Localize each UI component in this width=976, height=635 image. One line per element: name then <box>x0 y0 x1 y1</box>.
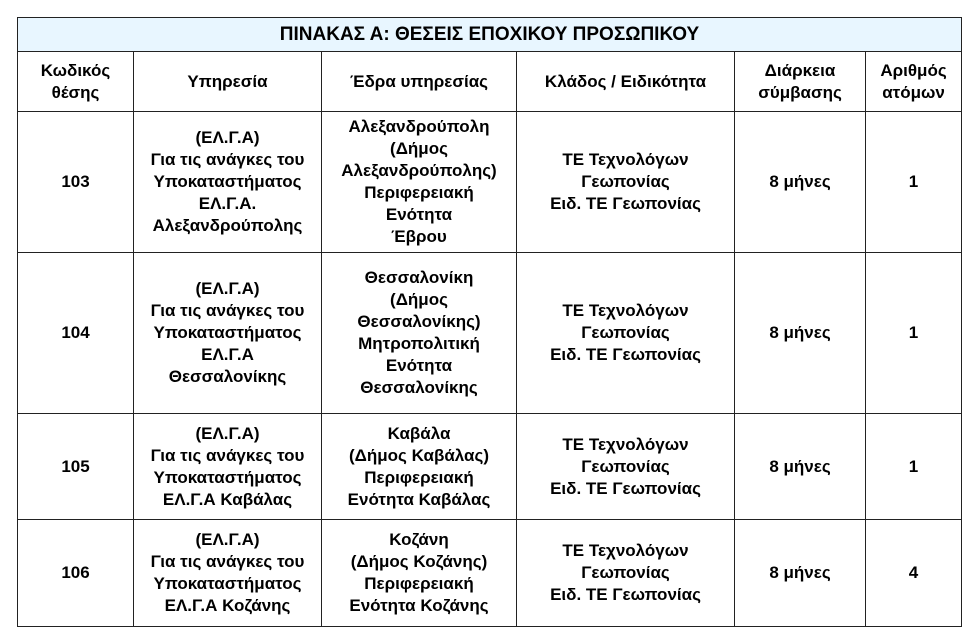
title-row <box>18 18 962 52</box>
cell-code: 105 <box>18 414 134 520</box>
cell-line: Κοζάνη <box>389 530 449 549</box>
header-service <box>134 52 322 112</box>
cell-line: Για τις ανάγκες του <box>150 150 305 169</box>
cell-service <box>134 253 322 414</box>
cell-line: Υποκαταστήματος <box>153 467 302 487</box>
cell-branch <box>517 112 735 253</box>
header-branch <box>517 52 735 112</box>
cell-line: Καβάλα <box>387 423 451 443</box>
table-row <box>18 414 962 520</box>
cell-line: (ΕΛ.Γ.Α) <box>195 128 260 147</box>
cell-code: 103 <box>18 112 134 253</box>
cell-line: ΤΕ Τεχνολόγων <box>562 150 689 169</box>
seasonal-staff-table <box>17 17 962 627</box>
cell-line: Γεωπονίας <box>581 563 670 582</box>
cell-line: ΕΛ.Γ.Α Καβάλας <box>162 489 293 509</box>
cell-line: (Δήμος <box>390 139 448 158</box>
cell-line: (ΕΛ.Γ.Α) <box>195 279 260 298</box>
cell-line: Αλεξανδρούπολης <box>152 216 303 235</box>
cell-location <box>322 253 517 414</box>
cell-line: Ειδ. ΤΕ Γεωπονίας <box>550 585 701 604</box>
table-row <box>18 112 962 253</box>
cell-service <box>134 112 322 253</box>
cell-code: 106 <box>18 520 134 627</box>
cell-line: Ενότητα Καβάλας <box>347 489 491 509</box>
cell-line: Για τις ανάγκες του <box>150 552 305 571</box>
cell-line: Ειδ. ΤΕ Γεωπονίας <box>550 194 701 213</box>
cell-service <box>134 520 322 627</box>
header-duration <box>735 52 866 112</box>
cell-branch <box>517 520 735 627</box>
cell-line: Ενότητα <box>385 356 453 375</box>
cell-line: Αλεξανδρούπολης) <box>341 161 497 180</box>
cell-line: Υποκαταστήματος <box>153 172 302 191</box>
cell-line: Μητροπολιτική <box>358 334 480 353</box>
cell-line: Ειδ. ΤΕ Γεωπονίας <box>550 345 701 364</box>
cell-count: 1 <box>866 112 962 253</box>
cell-line: Ενότητα Κοζάνης <box>349 596 489 615</box>
cell-line: Γεωπονίας <box>581 456 670 476</box>
cell-code: 104 <box>18 253 134 414</box>
cell-line: Θεσσαλονίκης <box>360 378 478 397</box>
cell-line: (Δήμος <box>390 290 448 309</box>
header-location <box>322 52 517 112</box>
header-count <box>866 52 962 112</box>
cell-location <box>322 520 517 627</box>
cell-line: Γεωπονίας <box>581 323 670 342</box>
cell-line: Για τις ανάγκες του <box>150 445 305 465</box>
cell-count: 4 <box>866 520 962 627</box>
header-line: θέσης <box>51 82 100 102</box>
cell-line: ΤΕ Τεχνολόγων <box>562 541 689 560</box>
cell-location <box>322 112 517 253</box>
cell-duration: 8 μήνες <box>735 520 866 627</box>
header-line: Αριθμός <box>880 60 947 80</box>
cell-line: Ειδ. ΤΕ Γεωπονίας <box>550 478 701 498</box>
cell-duration: 8 μήνες <box>735 112 866 253</box>
table-title: ΠΙΝΑΚΑΣ Α: ΘΕΣΕΙΣ ΕΠΟΧΙΚΟΥ ΠΡΟΣΩΠΙΚΟΥ <box>18 18 962 52</box>
cell-line: Περιφερειακή <box>364 574 474 593</box>
cell-location <box>322 414 517 520</box>
header-line: Κωδικός <box>40 60 111 80</box>
cell-branch <box>517 414 735 520</box>
cell-duration: 8 μήνες <box>735 253 866 414</box>
cell-line: (Δήμος Κοζάνης) <box>350 552 488 571</box>
cell-line: (ΕΛ.Γ.Α) <box>195 530 260 549</box>
cell-service <box>134 414 322 520</box>
header-line: σύμβασης <box>758 82 842 102</box>
header-line: ατόμων <box>882 82 945 102</box>
cell-line: Θεσσαλονίκης <box>168 367 287 386</box>
cell-line: ΕΛ.Γ.Α <box>201 345 254 364</box>
cell-line: (Δήμος Καβάλας) <box>349 445 489 465</box>
header-row <box>18 52 962 112</box>
header-line: Υπηρεσία <box>187 71 268 91</box>
cell-branch <box>517 253 735 414</box>
header-line: Κλάδος / Ειδικότητα <box>544 71 707 91</box>
cell-line: Περιφερειακή <box>364 467 474 487</box>
cell-line: Για τις ανάγκες του <box>150 301 305 320</box>
cell-line: Υποκαταστήματος <box>153 574 302 593</box>
cell-line: Αλεξανδρούπολη <box>348 117 490 136</box>
cell-line: Υποκαταστήματος <box>153 323 302 342</box>
cell-line: Περιφερειακή <box>364 183 474 202</box>
cell-line: Γεωπονίας <box>581 172 670 191</box>
cell-count: 1 <box>866 253 962 414</box>
header-line: Διάρκεια <box>764 60 836 80</box>
cell-line: Ενότητα <box>385 205 453 224</box>
header-code <box>18 52 134 112</box>
cell-line: Έβρου <box>391 227 447 246</box>
cell-duration: 8 μήνες <box>735 414 866 520</box>
cell-line: ΕΛ.Γ.Α Κοζάνης <box>164 596 291 615</box>
cell-line: ΤΕ Τεχνολόγων <box>562 434 689 454</box>
table-row <box>18 253 962 414</box>
cell-line: ΤΕ Τεχνολόγων <box>562 301 689 320</box>
cell-line: Θεσσαλονίκης) <box>357 312 481 331</box>
cell-line: Θεσσαλονίκη <box>364 268 474 287</box>
header-line: Έδρα υπηρεσίας <box>349 71 489 91</box>
cell-line: (ΕΛ.Γ.Α) <box>195 423 260 443</box>
cell-line: ΕΛ.Γ.Α. <box>198 194 257 213</box>
table-row <box>18 520 962 627</box>
cell-count: 1 <box>866 414 962 520</box>
